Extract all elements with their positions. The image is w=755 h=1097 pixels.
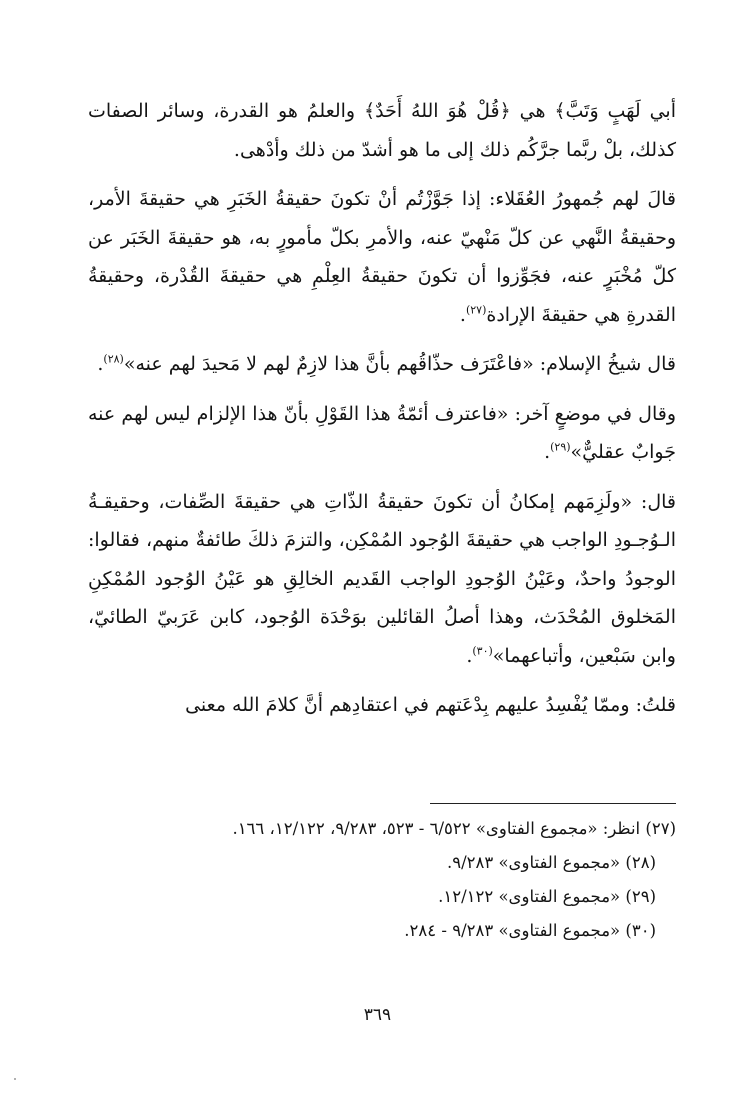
paragraph-text: وقال في موضعٍ آخر: «فاعترف أئمّةُ هذا القَوْلِ بأنّ هذا الإلزام ليس لهم عنه جَوابٌ عقليٌّ»: [88, 402, 676, 463]
period: .: [466, 644, 473, 667]
paragraph-text: قال: «ولَزِمَهم إمكانُ أن تكونَ حقيقةُ الذّاتِ هي حقيقةَ الصِّفات، وحقيقـةُ الـوُجـودِ الواجب هي حقيقةَ الوُجود المُمْكِن، والتزمَ ذلكَ طائفةٌ منهم، فقالوا: الوجودُ واحدٌ، وعَيْنُ الوُجودِ الواجب القَديم الخالِقِ هو عَيْنُ الوُجود المُمْكِنِ المَخلوق المُحْدَث، وهذا أصلُ القائلين بوَحْدَة الوُجود، كابن عَرَبيّ الطائيّ، وابن سَبْعين، وأتباعهما»: [88, 490, 677, 667]
paragraph-6: [88, 686, 676, 725]
paragraph-3: [88, 345, 676, 384]
paragraph-1: [88, 92, 676, 169]
scan-speck: [14, 1078, 16, 1080]
paragraph-5: [88, 483, 676, 676]
footnote-ref-27[interactable]: (٢٧): [465, 303, 487, 317]
footnotes: [88, 812, 676, 948]
paragraph-2: [88, 180, 676, 334]
period: .: [97, 353, 104, 375]
page-number: ٣٦٩: [363, 1005, 392, 1025]
footnote-divider: [430, 803, 676, 804]
footnote-ref-30[interactable]: (٣٠): [472, 644, 493, 658]
paragraph-text: قلتُ: وممّا يُفْسِدُ عليهم بِدْعَتهم في اعتقادِهم أنَّ كلامَ الله معنى: [185, 694, 676, 716]
footnote-ref-28[interactable]: (٢٨): [103, 352, 124, 366]
main-text: [88, 92, 676, 736]
paragraph-4: [88, 395, 676, 472]
footnote-29: (٢٩) «مجموع الفتاوى» ١٢/١٢٢.: [438, 887, 656, 906]
paragraph-text: قالَ لهم جُمهورُ العُقَلاء: إذا جَوَّزْتُم أنْ تكونَ حقيقةُ الخَبَرِ هي حقيقةَ الأمر، وحقيقةُ النَّهي عن كلّ مَنْهيّ عنه، والأمرِ بكلّ مأمورٍ به، هو حقيقةَ الخَبَر عن كلّ مُخْبَرٍ عنه، فجَوِّزوا أن تكونَ حقيقةُ العِلْمِ هي حقيقةَ القُدْرة، وحقيقةُ القدرةِ هي حقيقةَ الإرادة: [88, 188, 676, 326]
footnote-ref-29[interactable]: (٢٩): [550, 440, 571, 454]
footnote-30: (٣٠) «مجموع الفتاوى» ٩/٢٨٣ - ٢٨٤.: [404, 921, 656, 940]
footnote-28: (٢٨) «مجموع الفتاوى» ٩/٢٨٣.: [446, 853, 656, 872]
paragraph-text: أبي لَهَبٍ وَتَبَّ﴾ هي ﴿قُلْ هُوَ اللهُ أَحَدٌ﴾ والعلمُ هو القدرة، وسائر الصفات كذلك، بلْ ربَّما جرَّكُم ذلك إلى ما هو أشدّ من ذلك وأدْهى.: [88, 100, 676, 161]
period: .: [544, 441, 551, 463]
footnote-27: (٢٧) انظر: «مجموع الفتاوى» ٦/٥٢٢ - ٥٢٣، ٩/٢٨٣، ١٢/١٢٢، ١٦٦.: [232, 819, 676, 838]
period: .: [459, 303, 466, 326]
paragraph-text: قال شيخُ الإسلام: «فاعْتَرَف حذّاقُهم بأنَّ هذا لازِمٌ لهم لا مَحيدَ لهم عنه»: [123, 353, 676, 375]
